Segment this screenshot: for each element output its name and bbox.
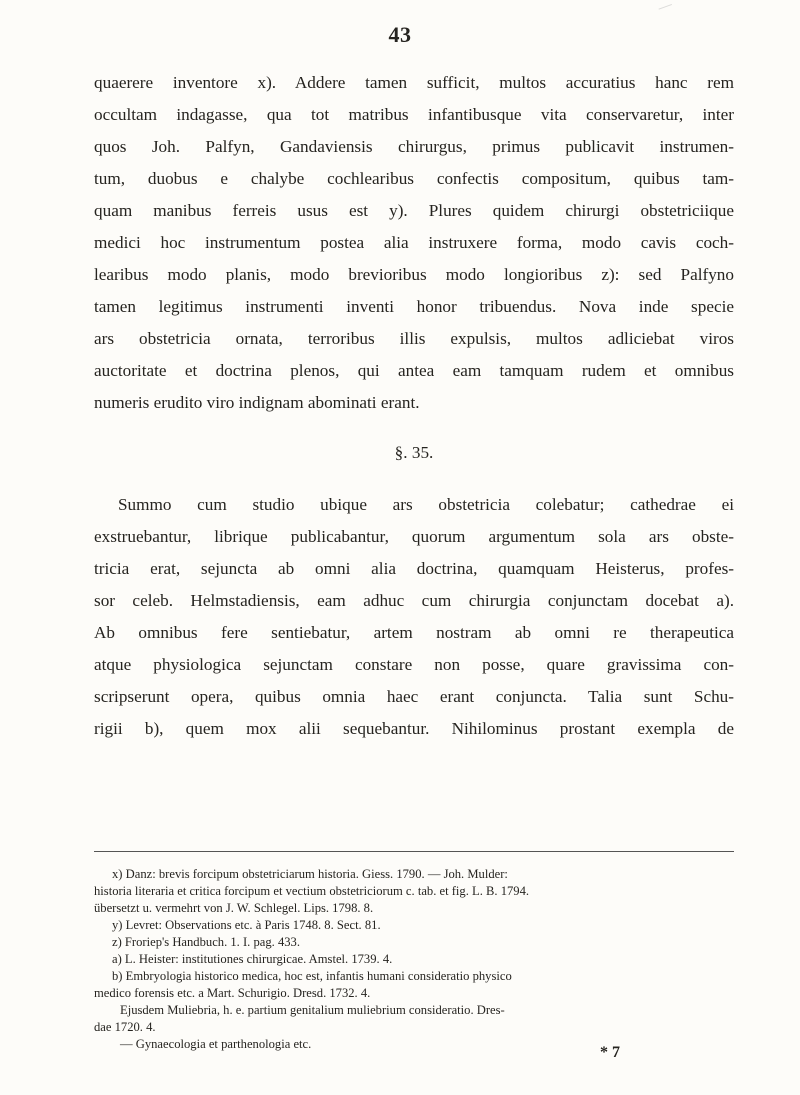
- footnote-line: Ejusdem Muliebria, h. e. partium genitalium muliebrium consideratio. Dres-: [120, 1003, 505, 1017]
- footnote-line: a) L. Heister: institutiones chirurgicae. Amstel. 1739. 4.: [112, 952, 393, 966]
- text-line: Summo cum studio ubique ars obstetricia colebatur; cathedrae ei: [118, 495, 734, 514]
- footnote-line: — Gynaecologia et parthenologia etc.: [120, 1037, 312, 1051]
- footnote-line: übersetzt u. vermehrt von J. W. Schlegel. Lips. 1798. 8.: [94, 901, 374, 915]
- footnote-divider: [94, 851, 734, 852]
- text-line: scripserunt opera, quibus omnia haec erant conjuncta. Talia sunt Schu-: [94, 687, 734, 706]
- footnote-line: y) Levret: Observations etc. à Paris 1748. 8. Sect. 81.: [112, 918, 381, 932]
- text-line: learibus modo planis, modo brevioribus modo longioribus z): sed Palfyno: [94, 265, 734, 284]
- text-line: sor celeb. Helmstadiensis, eam adhuc cum chirurgia conjunctam docebat a).: [94, 591, 734, 610]
- text-line: tamen legitimus instrumenti inventi honor tribuendus. Nova inde specie: [94, 297, 734, 316]
- section-heading: §. 35.: [394, 443, 434, 462]
- page-number: 43: [388, 22, 412, 47]
- text-line: quam manibus ferreis usus est y). Plures quidem chirurgi obstetriciique: [94, 201, 734, 220]
- text-line: occultam indagasse, qua tot matribus infantibusque vita conservaretur, inter: [94, 105, 734, 124]
- footnote-line: z) Froriep's Handbuch. 1. I. pag. 433.: [112, 935, 300, 949]
- text-line: quaerere inventore x). Addere tamen sufficit, multos accuratius hanc rem: [94, 73, 734, 92]
- footnote-line: historia literaria et critica forcipum et vectium obstetriciorum c. tab. et fig. L. B. 1794.: [94, 884, 530, 898]
- text-line: Ab omnibus fere sentiebatur, artem nostram ab omni re therapeutica: [94, 623, 734, 642]
- footnote-line: medico forensis etc. a Mart. Schurigio. Dresd. 1732. 4.: [94, 986, 371, 1000]
- signature-mark: * 7: [600, 1044, 620, 1061]
- text-line: quos Joh. Palfyn, Gandaviensis chirurgus, primus publicavit instrumen-: [94, 137, 734, 156]
- text-line: auctoritate et doctrina plenos, qui antea eam tamquam rudem et omnibus: [94, 361, 734, 380]
- text-line: exstruebantur, librique publicabantur, quorum argumentum sola ars obste-: [94, 527, 734, 546]
- text-line: ars obstetricia ornata, terroribus illis expulsis, multos adliciebat viros: [94, 329, 734, 348]
- scan-mark: [659, 4, 676, 19]
- text-line: tum, duobus e chalybe cochlearibus confectis compositum, quibus tam-: [94, 169, 734, 188]
- text-line: numeris erudito viro indignam abominati erant.: [94, 393, 420, 412]
- text-line: rigii b), quem mox alii sequebantur. Nihilominus prostant exempla de: [94, 719, 734, 738]
- text-line: medici hoc instrumentum postea alia instruxere forma, modo cavis coch-: [94, 233, 734, 252]
- footnote-line: b) Embryologia historico medica, hoc est, infantis humani consideratio physico: [112, 969, 512, 983]
- text-line: tricia erat, sejuncta ab omni alia doctrina, quamquam Heisterus, profes-: [94, 559, 734, 578]
- footnote-line: x) Danz: brevis forcipum obstetriciarum historia. Giess. 1790. — Joh. Mulder:: [112, 867, 508, 881]
- text-line: atque physiologica sejunctam constare non posse, quare gravissima con-: [94, 655, 734, 674]
- footnote-line: dae 1720. 4.: [94, 1020, 156, 1034]
